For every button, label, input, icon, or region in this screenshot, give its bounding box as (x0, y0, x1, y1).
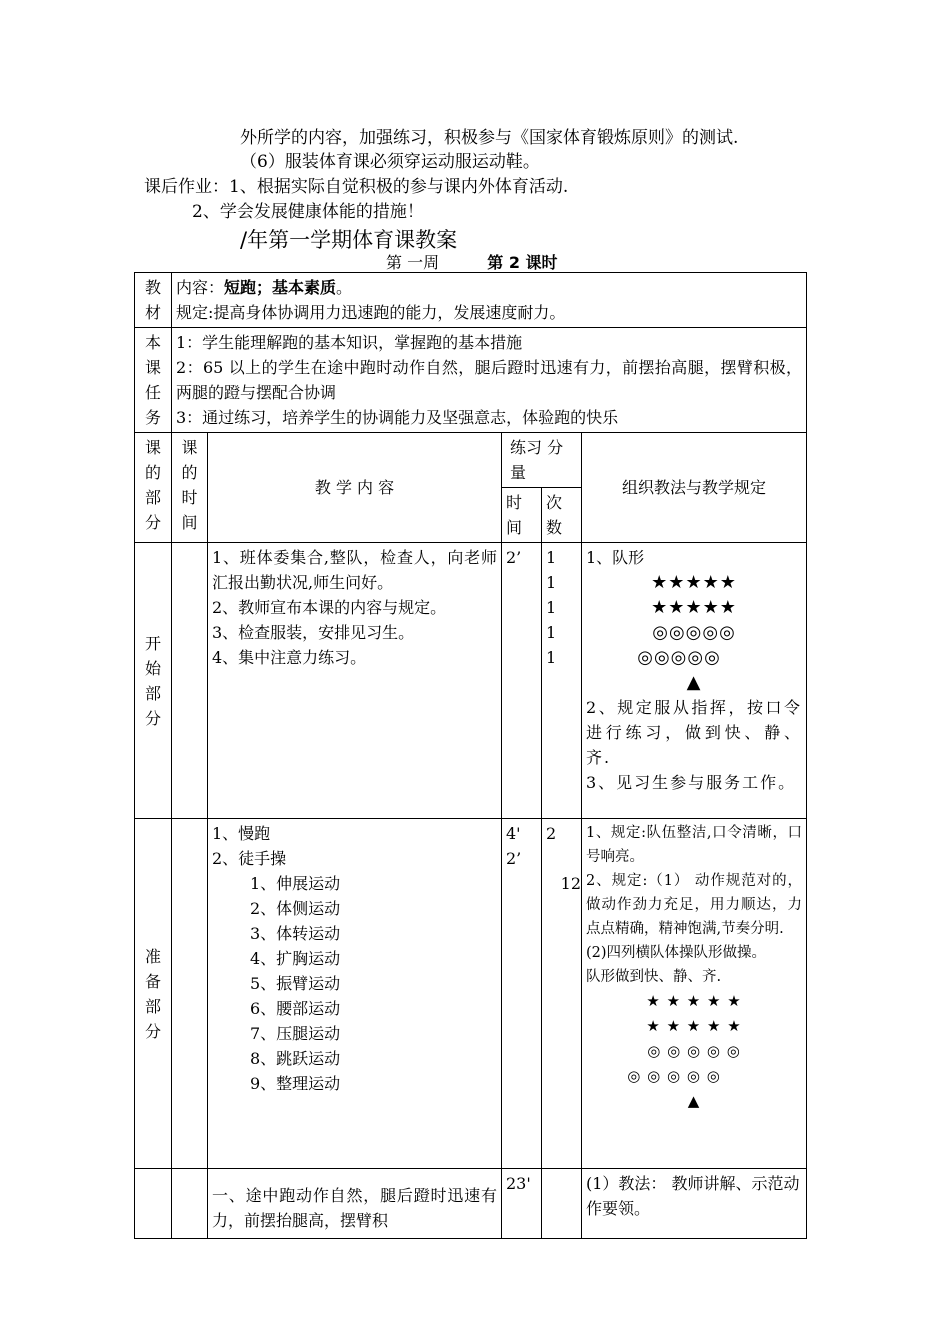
formation-circles: ◎◎◎◎◎ (637, 647, 721, 668)
material-label: 教 材 (135, 273, 172, 328)
header-count-sub: 次 数 (542, 488, 582, 543)
formation-teacher: ▲ (686, 672, 702, 693)
lesson-plan-table (134, 272, 807, 1239)
basic-time (172, 1169, 208, 1239)
prep-row (135, 819, 807, 1169)
method-item: 2、规定服从指挥，按口令进行练习，做到快、静、齐. (586, 698, 803, 767)
material-content: 内容：短跑；基本素质。 规定:提高身体协调用力迅速跑的能力，发展速度耐力。 (172, 273, 807, 328)
document-title: /年第一学期体育课教案 (240, 228, 458, 252)
method-title: 1、队形 (586, 548, 645, 567)
prep-subitem: 3、体转运动 (250, 924, 341, 943)
prep-item: 2、徒手操 (212, 849, 287, 868)
method-rule: 2、规定:（1） 动作规范对的，做动作劲力充足，用力顺达，力点点精确，精神饱满,节奏分明. (586, 873, 803, 937)
tasks-label: 本 课 任 务 (135, 328, 172, 433)
header-time-sub: 时 间 (502, 488, 542, 543)
formation-circles: ◎ ◎ ◎ ◎ ◎ (647, 1042, 741, 1060)
preamble-line-2: （6）服装体育课必须穿运动服运动鞋。 (240, 152, 540, 172)
preamble-line-1: 外所学的内容，加强练习，积极参与《国家体育锻炼原则》的测试. (240, 128, 739, 148)
prep-method (582, 819, 807, 1169)
task-item: 3：通过练习，培养学生的协调能力及坚强意志，体验跑的快乐 (176, 408, 619, 427)
formation-teacher: ▲ (687, 1092, 701, 1110)
basic-label (135, 1169, 172, 1239)
prep-practice-time: 4' 2’ (502, 819, 542, 1169)
basic-practice-time: 23' (502, 1169, 542, 1239)
start-method (582, 543, 807, 819)
method-rule: (2)四列横队体操队形做操。 (586, 945, 767, 961)
week-label: 第 一周 (386, 253, 440, 272)
start-row (135, 543, 807, 819)
prep-subitem: 5、振臂运动 (250, 974, 341, 993)
header-row (135, 433, 807, 488)
header-method: 组织教法与教学规定 (582, 433, 807, 543)
start-practice-count: 1 1 1 1 1 (542, 543, 582, 819)
formation-stars: ★ ★ ★ ★ ★ (646, 1017, 742, 1035)
prep-item: 1、慢跑 (212, 824, 271, 843)
prep-subitem: 7、压腿运动 (250, 1024, 341, 1043)
formation-circles: ◎ ◎ ◎ ◎ ◎ (627, 1067, 721, 1085)
content-topic: 短跑；基本素质 (224, 278, 337, 297)
task-item: 2：65 以上的学生在途中跑时动作自然，腿后蹬时迅速有力，前摆抬高腿，摆臂积极，两腿的蹬与摆配合协调 (176, 358, 803, 402)
start-content (208, 543, 502, 819)
tasks-row (135, 328, 807, 433)
prep-label: 准 备 部 分 (135, 819, 172, 1169)
prep-subitem: 9、整理运动 (250, 1074, 341, 1093)
start-label: 开 始 部 分 (135, 543, 172, 819)
basic-row (135, 1169, 807, 1239)
formation-stars: ★★★★★ (651, 572, 737, 593)
start-item: 3、检查服装，安排见习生。 (212, 623, 415, 642)
method-item: 3、见习生参与服务工作。 (586, 773, 797, 792)
header-time: 课 的 时 间 (172, 433, 208, 543)
homework-line-1: 课后作业：1、根据实际自觉积极的参与课内外体育活动. (144, 177, 569, 197)
lesson-label: 第 2 课时 (487, 253, 558, 272)
basic-content: 一、途中跑动作自然，腿后蹬时迅速有力，前摆抬腿高，摆臂积 (208, 1169, 502, 1239)
basic-method: (1）教法： 教师讲解、示范动作要领。 (582, 1169, 807, 1239)
start-item: 2、教师宣布本课的内容与规定。 (212, 598, 447, 617)
start-item: 1、班体委集合,整队，检查人，向老师汇报出勤状况,师生问好。 (212, 548, 497, 592)
formation-circles: ◎◎◎◎◎ (652, 622, 736, 643)
prep-subitem: 8、跳跃运动 (250, 1049, 341, 1068)
header-practice: 练习 分量 (502, 433, 582, 488)
prep-time (172, 819, 208, 1169)
header-content: 教 学 内 容 (208, 433, 502, 543)
prep-content (208, 819, 502, 1169)
formation-stars: ★ ★ ★ ★ ★ (646, 992, 742, 1010)
homework-line-2: 2、学会发展健康体能的措施！ (192, 202, 424, 222)
prep-subitem: 1、伸展运动 (250, 874, 341, 893)
tasks-content (172, 328, 807, 433)
method-rule: 1、规定:队伍整洁,口令清晰，口号响亮。 (586, 825, 803, 865)
material-row (135, 273, 807, 328)
prep-subitem: 4、扩胸运动 (250, 949, 341, 968)
basic-practice-count (542, 1169, 582, 1239)
week-lesson-line (386, 250, 558, 273)
formation-stars: ★★★★★ (651, 597, 737, 618)
start-time (172, 543, 208, 819)
task-item: 1：学生能理解跑的基本知识，掌握跑的基本措施 (176, 333, 523, 352)
start-item: 4、集中注意力练习。 (212, 648, 367, 667)
material-rule: 规定:提高身体协调用力迅速跑的能力，发展速度耐力。 (176, 303, 566, 322)
header-part: 课 的 部 分 (135, 433, 172, 543)
prep-subitem: 6、腰部运动 (250, 999, 341, 1018)
prep-practice-count: 2 12 (542, 819, 582, 1169)
prep-subitem: 2、体侧运动 (250, 899, 341, 918)
start-practice-time: 2’ (502, 543, 542, 819)
method-rule: 队形做到快、静、齐. (586, 969, 722, 985)
